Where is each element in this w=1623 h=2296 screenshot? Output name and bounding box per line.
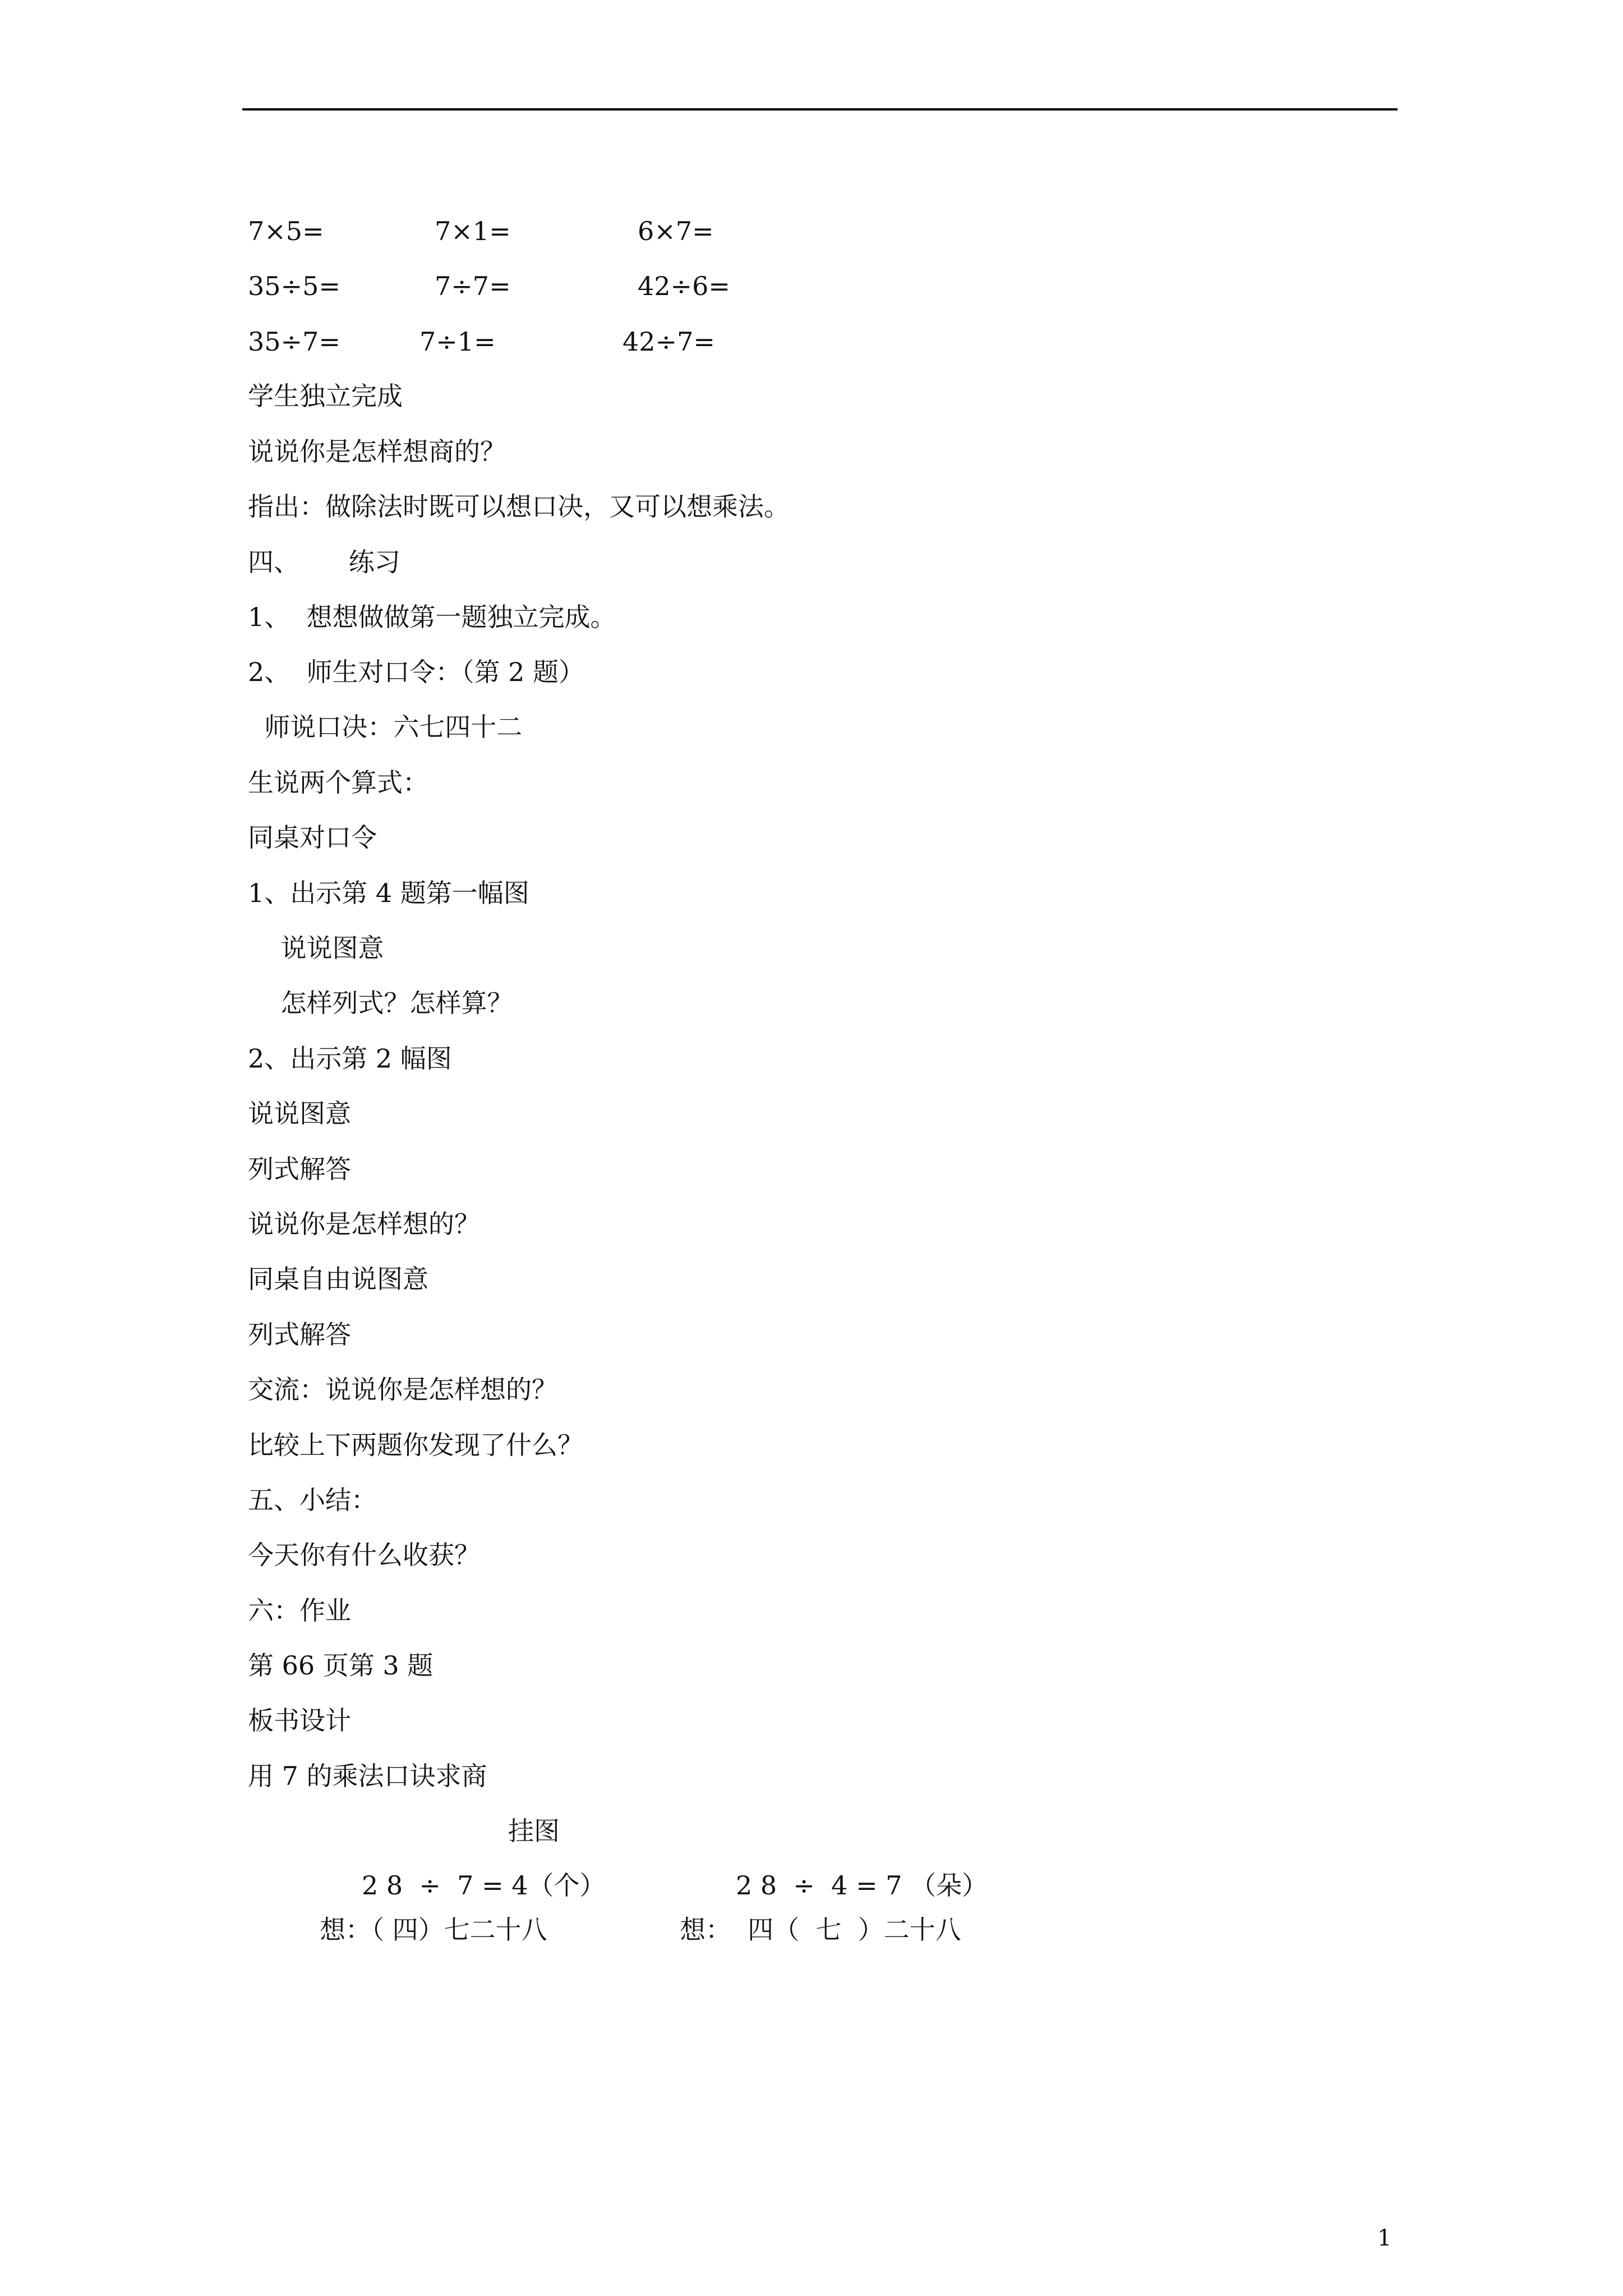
board-heading: 挂图 (508, 1816, 560, 1846)
exercise-cell: 35÷5= (248, 271, 340, 301)
exercise-cell: 35÷7= (248, 326, 340, 357)
exercise-cell: 7×1= (435, 216, 511, 246)
section-heading: 五、小结： (248, 1485, 377, 1515)
board-equation-left: 2 8 ÷ 7 = 4（个） (362, 1870, 606, 1901)
text-line: 列式解答 (248, 1154, 351, 1184)
section-heading: 四、 练习 (248, 547, 400, 577)
text-line: 说说你是怎样想商的？ (248, 436, 506, 467)
exercise-cell: 7÷1= (419, 326, 496, 357)
board-think-left: 想：（ 四）七二十八 (320, 1915, 547, 1945)
board-think-right: 想： 四（ 七 ）二十八 (680, 1915, 961, 1945)
text-line: 说说图意 (248, 1098, 351, 1129)
text-line: 用 7 的乘法口诀求商 (248, 1761, 487, 1791)
section-heading: 六：作业 (248, 1595, 351, 1626)
board-equation-right: 2 8 ÷ 4 = 7 （朵） (736, 1870, 988, 1901)
exercise-cell: 42÷6= (638, 271, 730, 301)
text-line: 2、出示第 2 幅图 (248, 1043, 452, 1074)
text-line: 1、 想想做做第一题独立完成。 (248, 602, 616, 632)
text-line: 生说两个算式： (248, 767, 428, 798)
text-line: 学生独立完成 (248, 381, 403, 411)
text-line: 指出：做除法时既可以想口决，又可以想乘法。 (248, 491, 790, 522)
text-line: 怎样列式？怎样算？ (248, 988, 513, 1018)
text-line: 师说口决：六七四十二 (248, 712, 523, 742)
header-rule (242, 108, 1398, 111)
text-line: 同桌对口令 (248, 822, 377, 853)
section-heading: 板书设计 (248, 1705, 351, 1736)
page-number: 1 (1377, 2225, 1392, 2251)
text-line: 1、出示第 4 题第一幅图 (248, 878, 529, 908)
exercise-cell: 42÷7= (623, 326, 715, 357)
text-line: 比较上下两题你发现了什么？ (248, 1430, 583, 1460)
exercise-cell: 7÷7= (435, 271, 511, 301)
text-line: 说说你是怎样想的？ (248, 1209, 480, 1239)
text-line: 说说图意 (248, 933, 384, 963)
text-line: 第 66 页第 3 题 (248, 1650, 434, 1681)
text-line: 交流：说说你是怎样想的？ (248, 1374, 557, 1405)
text-line: 2、 师生对口令：（第 2 题） (248, 657, 585, 687)
text-line: 今天你有什么收获？ (248, 1540, 480, 1570)
exercise-cell: 7×5= (248, 216, 324, 246)
exercise-cell: 6×7= (638, 216, 714, 246)
text-line: 列式解答 (248, 1319, 351, 1350)
text-line: 同桌自由说图意 (248, 1264, 428, 1294)
